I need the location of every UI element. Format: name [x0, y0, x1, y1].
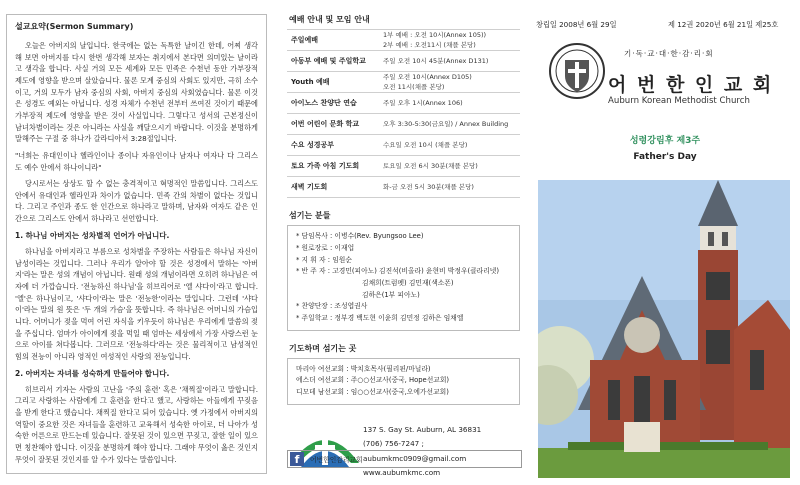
schedule-time — [379, 93, 520, 114]
table-row — [287, 177, 520, 198]
schedule-name: 아동부 예배 및 주일학교 — [287, 51, 379, 72]
staff-box — [287, 225, 520, 331]
table-row — [287, 114, 520, 135]
issue-info: 제 12권 2020년 6월 21일 제25호 — [668, 20, 779, 29]
schedule-time-line: 주일 오전 10시 45분(Annex D131) — [383, 57, 489, 66]
staff-row: * 찬양단장 : 조성엽권사 — [296, 302, 368, 311]
staff-row: * 담임목사 : 이병수(Rev. Byungsoo Lee) — [296, 232, 424, 241]
table-row — [287, 135, 520, 156]
sermon-paragraph: 당시로서는 상상도 할 수 없는 충격적이고 혁명적인 말씀입니다. 그리스도 안에서 유대인과 헬라인과 차이가 없습니다. 민족 간의 차별이 없다는 것입니다. 그리고 주인과 종도 한 인간으로 하나라고 말하며, 남자와 여자도 같은 인간으로 그리스도 안에서 하나라고 선언합니다. — [15, 179, 258, 224]
schedule-name: 수요 성경공부 — [287, 135, 379, 156]
special-day: Father's Day — [633, 152, 697, 162]
schedule-name: 주일예배 — [287, 30, 379, 51]
right-column — [530, 0, 800, 485]
schedule-name: 토요 가족 아침 기도회 — [287, 156, 379, 177]
schedule-name: 어번 어린이 문화 학교 — [287, 114, 379, 135]
table-row — [287, 30, 520, 51]
facebook-page-name: 어번한인감리교회 — [310, 456, 363, 464]
sermon-title: 설교요약(Sermon Summary) — [15, 22, 134, 31]
middle-column — [281, 0, 526, 485]
schedule-time — [379, 114, 520, 135]
schedule-time-line: 오후 3:30-5:30(금요일) / Annex Building — [383, 120, 509, 129]
sermon-paragraph: 히브리서 기자는 사람의 고난을 '주의 훈련' 혹은 '채찍질'이라고 말합니다. 그리고 사랑하는 사람에게 그 훈련을 한다고 했고, 사랑하는 아들에게 꾸짖음을 받게 한다고 했습니다. 채찍질 한다고 되어 있습니다. 옛 가정에서 아버지의 역할이 중요한 것은 자녀들을 훈련하고 교육해서 성숙한 아이로, 더 나아가 성숙한 어른으로 만드는데 있습니다. 잘못된 것이 있으면 꾸짖고, 잘한 일이 있으면 칭찬해야 합니다. 이것을 분명하게 해야 합니다. 그래야 무엇이 옳은 것인지 무엇이 잘못된 것인지를 알 수가 있다는 말씀입니다. — [15, 384, 258, 464]
schedule-time — [379, 135, 520, 156]
facebook-icon: f — [290, 452, 304, 466]
staff-title: 섬기는 분들 — [289, 211, 331, 221]
table-row — [287, 156, 520, 177]
schedule-time-line: 1부 예배 : 오전 10시(Annex 105)) — [383, 31, 487, 39]
staff-row: * 주일학교 : 정부경 백도현 이윤희 김민정 김하은 임채엘 — [296, 314, 464, 323]
liturgical-season: 성령강림후 제3주 — [629, 136, 701, 146]
table-row — [287, 93, 520, 114]
prayer-title: 기도하며 섬기는 곳 — [289, 343, 357, 353]
schedule-time — [379, 177, 520, 198]
schedule-time-line: 화-금 오전 5시 30분(채플 본당) — [383, 183, 474, 192]
staff-row: 김하은(1부 피아노) — [362, 290, 420, 299]
website-link[interactable]: www.aubumkmc.com — [363, 468, 441, 478]
staff-row: * 지 휘 자 : 임원순 — [296, 255, 352, 264]
church-name-korean: 어 번 한 인 교 회 — [608, 74, 774, 96]
prayer-row: 디모데 남선교회 : 임○○선교사(중국,오에가선교회) — [296, 388, 449, 397]
sermon-summary-box — [6, 14, 267, 474]
sermon-paragraph: 하나님을 아버지라고 부름으로 성차별을 주장하는 사람들은 하나님 자신이 남성이라는 것입니다. 그러나 우리가 알아야 할 것은 성경에서 말하는 '아버지'라는 말은 성의 개념이 아닙니다. 원래 성의 개념이라면 오히려 하나님은 여자에 더 가깝습니다. '전능하신 하나님'을 히브리어로 '엘 샤다이'라고 합니다. '엘'은 하나님이고, '샤다이'라는 말은 '전능한'이라는 말입니다. 그런데 '샤다이'라는 말의 원 뜻은 '두 개의 가슴'을 뜻합니다. 즉 하나님은 어머니의 가슴입니다. 어머니가 젖을 먹여 어린 자식을 키우듯이 하나님은 우리에게 말씀의 젖을 주십니다. 엄마가 아이에게 젖을 먹일 때 엄마는 세상에서 가장 사랑스런 눈으로 아이를 쳐다봅니다. 그러므로 '전능하다'라는 것은 물리적이고 남성적인 힘의 전능이 아니라 영적인 여성적인 사랑의 전능입니다. — [15, 246, 258, 361]
prayer-box — [287, 358, 520, 405]
schedule-time-line: 주일 오후 1시(Annex 106) — [383, 99, 463, 108]
schedule-name: 새벽 기도회 — [287, 177, 379, 198]
schedule-time — [379, 156, 520, 177]
sermon-heading: 1. 하나님 아버지는 성차별적 언어가 아닙니다. — [15, 230, 170, 240]
schedule-table — [287, 29, 520, 198]
prayer-row: 에스더 여선교회 : 주○○선교사(중국, Hope선교회) — [296, 376, 450, 385]
sermon-paragraph: 오늘은 아버지의 날입니다. 한국에는 없는 독특한 날이긴 한데, 어찌 생각해 보면 아버지를 다시 한번 생각해 보자는 취지에서 본다면 의미있는 날이라고 생각을 합니다. 사실 거의 모든 세계와 모든 민족은 수천년 동안 가부장적 제도에 영향을 받으며 살았습니다. 물론 모계 중심의 사회도 있지만, 극히 소수 이고, 거의 모두가 남자 중심의 사회, 아버지 중심의 사회였습니다. 물론 이것은 성경도 예외는 아닙니다. 성경 자체가 수천년 전부터 쓰여진 것이기 때문에 가부장적 제도에 영향을 받은 것이 사실입니다. 그렇다고 성서의 근본정신이 남녀차별이라는 것은 아니라는 사실을 깨달으시기 바랍니다. 이것을 분명하게 말해주는 구절 중 하나가 갈라디아서 3:28절입니다. — [15, 40, 258, 144]
schedule-time — [379, 51, 520, 72]
schedule-time-line: 오전 11시(채플 본당) — [383, 83, 445, 92]
founded-date: 창립일 2008년 6월 29일 — [536, 20, 617, 29]
address: 137 S. Gay St. Auburn, AL 36831 — [363, 424, 482, 434]
schedule-name: Youth 예배 — [287, 72, 379, 93]
schedule-time — [379, 30, 520, 51]
schedule-title: 예배 안내 및 모임 안내 — [289, 15, 370, 24]
church-seal-icon — [548, 40, 606, 102]
schedule-name: 아이노스 찬양단 연습 — [287, 93, 379, 114]
church-building-photo — [538, 180, 790, 478]
sermon-quote: "너희는 유대인이나 헬라인이나 종이나 자유인이나 남자나 여자나 다 그리스도 예수 안에서 하나이니라" — [15, 150, 258, 172]
phone-email[interactable]: (706) 756-7247 ; aubumkmc0909@gmail.com — [363, 439, 467, 463]
facebook-bar[interactable] — [287, 450, 522, 468]
schedule-time-line: 토요일 오전 6시 30분(채플 본당) — [383, 162, 478, 171]
schedule-time-line: 2부 예배 : 오전11시 (채플 본당) — [383, 41, 476, 50]
contact-block — [287, 415, 520, 483]
staff-row: * 반 주 자 : 고경민(피아노) 김진석(비올라) 윤현비 박정우(클라리넷) — [296, 267, 500, 276]
table-row — [287, 72, 520, 93]
denomination-label: 기·독·교·대·한·감·리·회 — [624, 49, 714, 58]
schedule-time — [379, 72, 520, 93]
table-row — [287, 51, 520, 72]
staff-row: 김채희(트럼펫) 김민재(색소폰) — [362, 279, 454, 287]
sermon-heading: 2. 아버지는 자녀를 성숙하게 만들어야 합니다. — [15, 368, 170, 378]
left-column — [0, 0, 273, 485]
staff-row: * 원로장로 : 이재업 — [296, 243, 355, 252]
prayer-row: 마리아 여선교회 : 박치호목사(필리핀/마닐라) — [296, 364, 431, 373]
schedule-time-line: 수요일 오전 10시 (채플 본당) — [383, 141, 468, 150]
church-name-english: Auburn Korean Methodist Church — [608, 96, 750, 106]
schedule-time-line: 주일 오전 10시(Annex D105) — [383, 73, 472, 82]
